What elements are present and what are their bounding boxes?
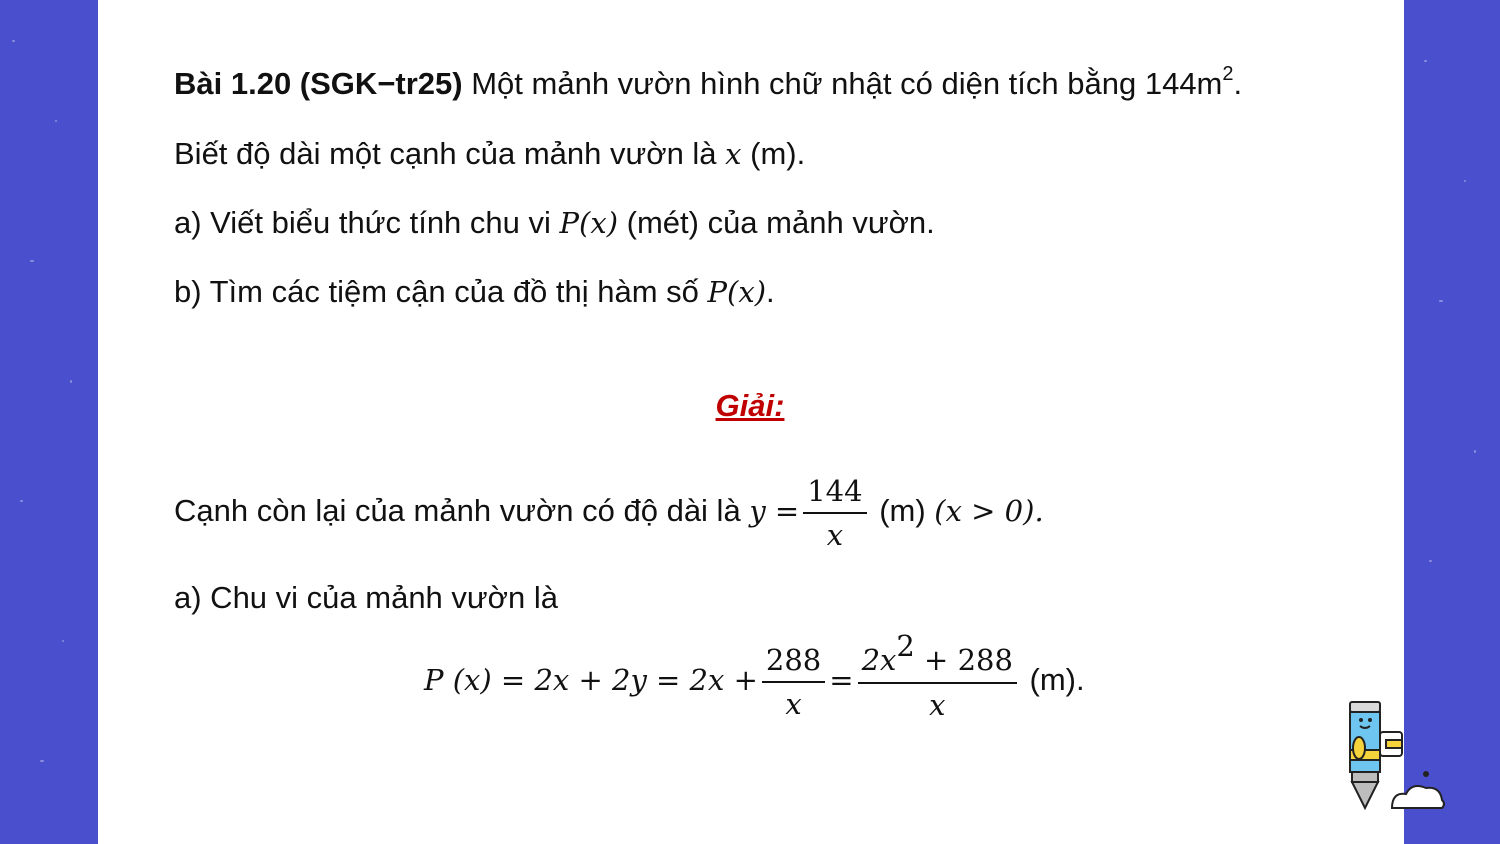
fraction-denominator: x: [826, 518, 844, 552]
pencil-mascot-icon: [1340, 700, 1450, 815]
question-a-math: P(x): [559, 206, 619, 240]
solution-line-1-text: Cạnh còn lại của mảnh vườn có độ dài là: [174, 493, 750, 529]
fraction-1-numerator: 288: [762, 643, 825, 683]
numerator-2x: 2x: [861, 643, 897, 677]
solution-heading: Giải:: [715, 388, 785, 423]
question-b: [174, 274, 775, 310]
fraction-final: [858, 629, 1017, 722]
numerator-exponent: 2: [896, 629, 915, 663]
fraction-144-over-x: [803, 474, 866, 552]
problem-line-2-unit: (m).: [741, 136, 806, 171]
problem-line-1: [174, 63, 1243, 102]
fraction-1-denominator: x: [785, 687, 802, 721]
area-exponent: 2: [1222, 63, 1234, 85]
solution-line-1: [174, 474, 1044, 552]
equation-unit: (m).: [1020, 662, 1085, 698]
unit-m: (m): [870, 493, 935, 529]
equals-sign: =: [829, 663, 854, 698]
fraction-2-numerator: [858, 629, 1017, 684]
domain-condition: (x > 0).: [934, 494, 1044, 529]
problem-line-2-text: Biết độ dài một cạnh của mảnh vườn là: [174, 136, 726, 171]
solution-line-2-text: a) Chu vi của mảnh vườn là: [174, 580, 558, 615]
problem-line-2: [174, 136, 805, 172]
fraction-numerator: 144: [803, 474, 866, 514]
question-a-tail: (mét) của mảnh vườn.: [618, 205, 935, 240]
problem-period: .: [1233, 66, 1243, 101]
fraction-2-denominator: x: [929, 688, 946, 722]
question-b-tail: .: [766, 274, 775, 309]
problem-label: Bài 1.20 (SGK−tr25): [174, 66, 463, 101]
perimeter-equation: [424, 629, 1085, 722]
fraction-288-over-x: [762, 643, 825, 721]
variable-x: x: [725, 137, 742, 171]
solution-line-2: [174, 580, 558, 616]
question-a-text: a) Viết biểu thức tính chu vi: [174, 205, 560, 240]
y-equals: y =: [749, 494, 800, 529]
equation-lhs: P (x) = 2x + 2y = 2x +: [424, 663, 758, 698]
question-b-text: b) Tìm các tiệm cận của đồ thị hàm số: [174, 274, 708, 309]
question-b-math: P(x): [707, 275, 767, 309]
numerator-plus-288: + 288: [914, 643, 1013, 677]
question-a: [174, 205, 935, 241]
problem-text: Một mảnh vườn hình chữ nhật có diện tích bằng 144m: [462, 66, 1223, 101]
